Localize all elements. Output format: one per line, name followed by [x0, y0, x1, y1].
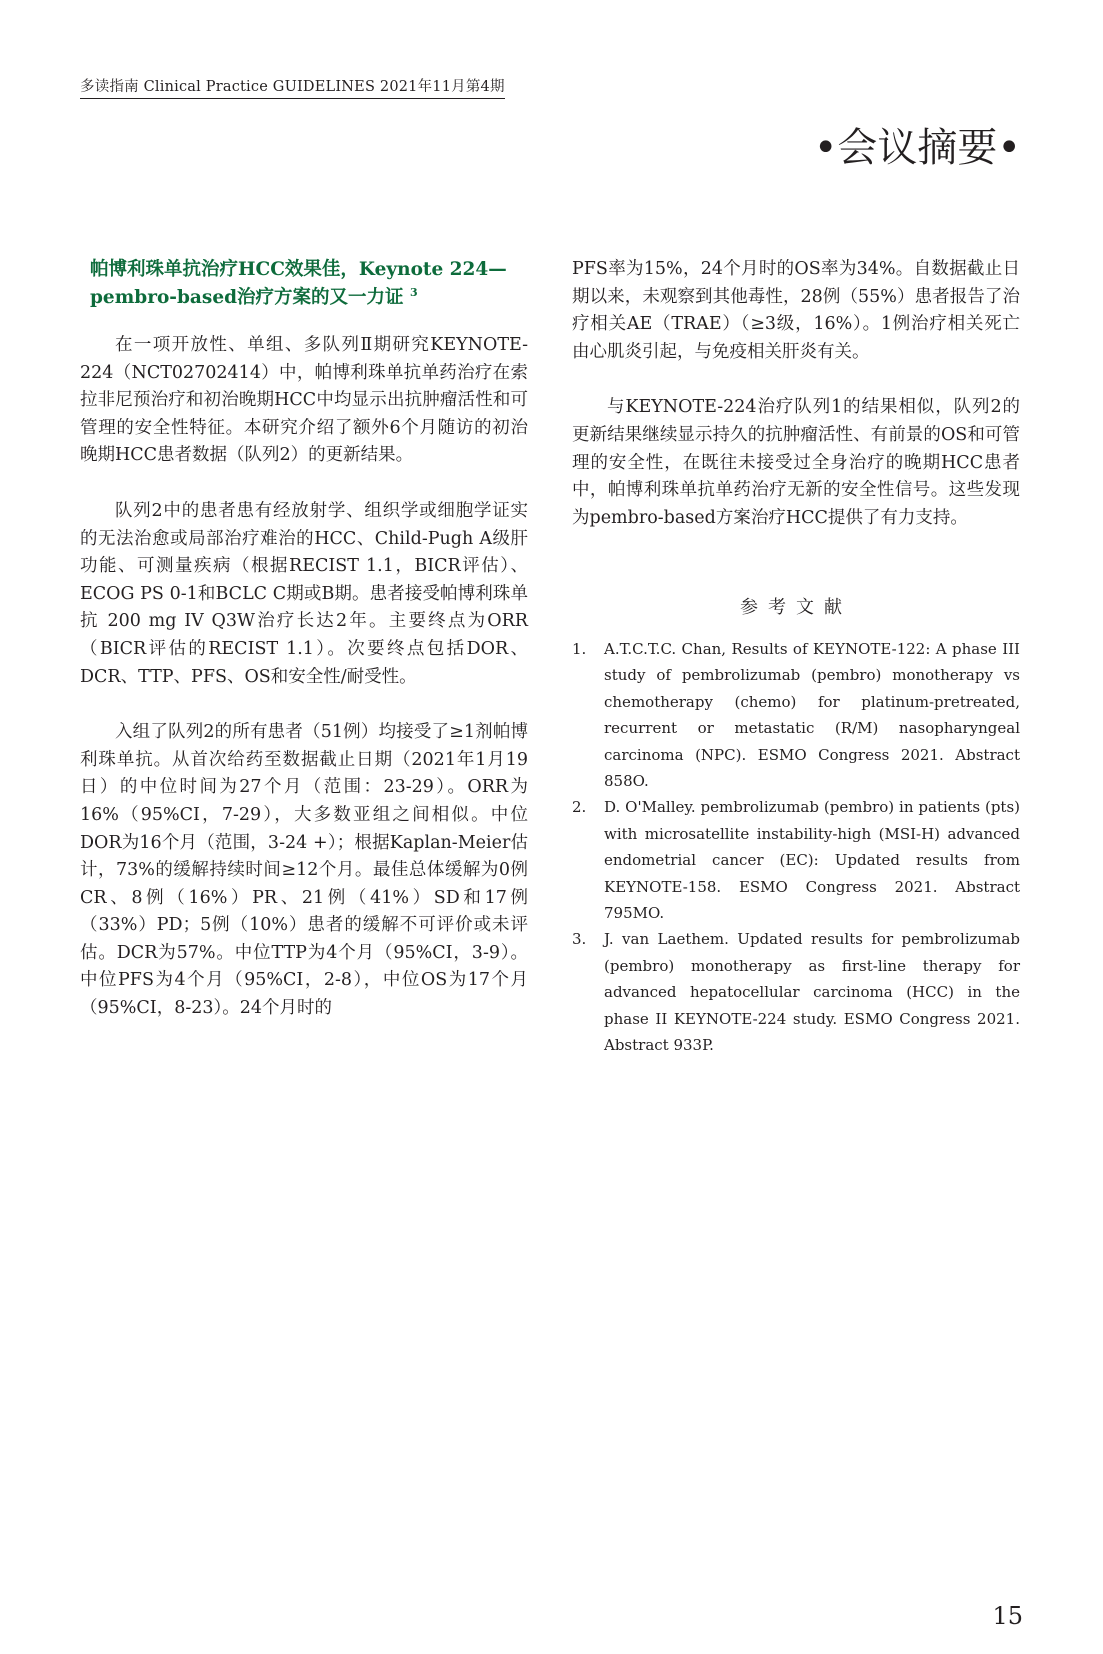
page-number: 15: [992, 1602, 1023, 1630]
running-header: 多读指南 Clinical Practice GUIDELINES 2021年11月第4期: [80, 78, 505, 99]
reference-text: D. O'Malley. pembrolizumab (pembro) in patients (pts) with microsatellite instability-high (MSI-H) advanced endometrial cancer (EC): Updated results from KEYNOTE-158. ESMO Congress 2021. Abstract 795MO.: [604, 798, 1020, 922]
reference-item: [572, 794, 1020, 926]
reference-number: 2.: [572, 798, 587, 817]
article-title: [80, 256, 528, 312]
reference-text: A.T.C.T.C. Chan, Results of KEYNOTE-122: A phase III study of pembrolizumab (pembro) monotherapy vs chemotherapy (chemo) for platinum-pretreated, recurrent or metastatic (R/M) nasopharyngeal carcinoma (NPC). ESMO Congress 2021. Abstract 858O.: [604, 639, 1020, 790]
references-heading: 参考文献: [740, 597, 852, 619]
reference-number: 1.: [572, 639, 587, 658]
reference-item: [572, 636, 1020, 794]
references-list: [572, 636, 1020, 1059]
body-paragraph-3: 入组了队列2的所有患者（51例）均接受了≥1剂帕博利珠单抗。从首次给药至数据截止日期（2021年1月19日）的中位时间为27个月（范围：23-29）。ORR为16%（95%CI，7-29），大多数亚组之间相似。中位DOR为16个月（范围，3-24 +）；根据Kaplan-Meier估计，73%的缓解持续时间≥12个月。最佳总体缓解为0例CR、8例（16%）PR、21例（41%）SD和17例（33%）PD；5例（10%）患者的缓解不可评价或未评估。DCR为57%。中位TTP为4个月（95%CI，3-9）。中位PFS为4个月（95%CI，2-8），中位OS为17个月（95%CI，8-23）。24个月时的: [80, 722, 528, 1019]
body-paragraph-1: 在一项开放性、单组、多队列Ⅱ期研究KEYNOTE-224（NCT02702414）中，帕博利珠单抗单药治疗在索拉非尼预治疗和初治晚期HCC中均显示出抗肿瘤活性和可管理的安全性特征。本研究介绍了额外6个月随访的初治晚期HCC患者数据（队列2）的更新结果。: [80, 335, 528, 466]
article-title-text: 帕博利珠单抗治疗HCC效果佳，Keynote 224—pembro-based治疗方案的又一力证: [90, 259, 507, 308]
right-column: [572, 256, 1020, 1058]
section-title: •会议摘要•: [813, 125, 1021, 171]
reference-number: 3.: [572, 930, 587, 949]
reference-item: [572, 926, 1020, 1058]
body-paragraph-continued: PFS率为15%，24个月时的OS率为34%。自数据截止日期以来，未观察到其他毒性，28例（55%）患者报告了治疗相关AE（TRAE）（≥3级，16%）。1例治疗相关死亡由心肌炎引起，与免疫相关肝炎有关。: [572, 259, 1020, 362]
article-title-ref: 3: [409, 285, 418, 299]
left-column: [80, 256, 528, 1051]
body-paragraph-2: 队列2中的患者患有经放射学、组织学或细胞学证实的无法治愈或局部治疗难治的HCC、Child-Pugh A级肝功能、可测量疾病（根据RECIST 1.1，BICR评估）、ECOG PS 0-1和BCLC C期或B期。患者接受帕博利珠单抗 200 mg IV Q3W治疗长达2年。主要终点为ORR（BICR评估的RECIST 1.1）。次要终点包括DOR、DCR、TTP、PFS、OS和安全性/耐受性。: [80, 500, 528, 687]
body-paragraph-conclusion: 与KEYNOTE-224治疗队列1的结果相似，队列2的更新结果继续显示持久的抗肿瘤活性、有前景的OS和可管理的安全性，在既往未接受过全身治疗的晚期HCC患者中，帕博利珠单抗单药治疗无新的安全性信号。这些发现为pembro-based方案治疗HCC提供了有力支持。: [572, 397, 1020, 528]
reference-text: J. van Laethem. Updated results for pembrolizumab (pembro) monotherapy as first-line therapy for advanced hepatocellular carcinoma (HCC) in the phase II KEYNOTE-224 study. ESMO Congress 2021. Abstract 933P.: [604, 930, 1020, 1055]
